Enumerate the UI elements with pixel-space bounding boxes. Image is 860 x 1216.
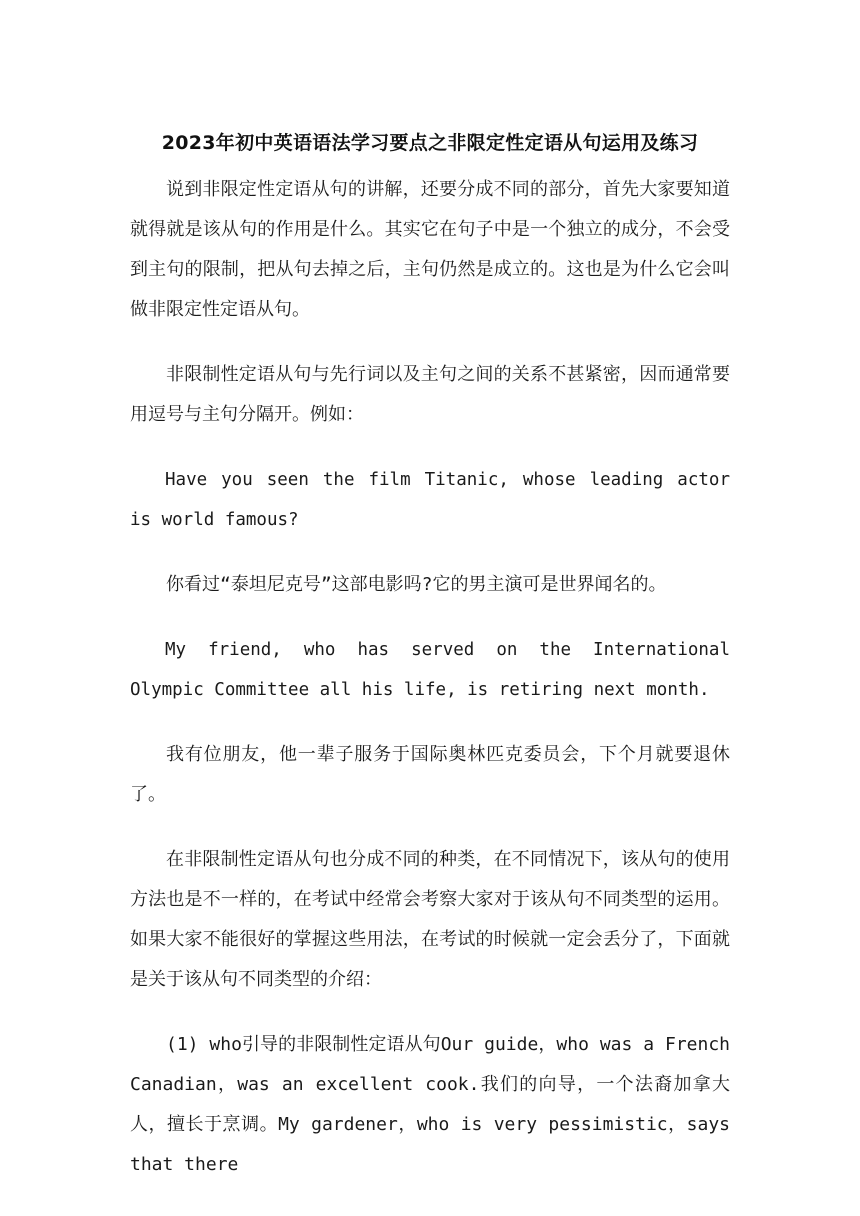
example-sentence-english: My friend, who has served on the International Olympic Committee all his life, is retiring next month. <box>130 640 730 700</box>
example-sentence-translation: 你看过“泰坦尼克号”这部电影吗?它的男主演可是世界闻名的。 <box>166 574 667 595</box>
example-sentence-translation: 我有位朋友，他一辈子服务于国际奥林匹克委员会，下个月就要退休了。 <box>130 744 730 805</box>
document-title: 2023年初中英语语法学习要点之非限定性定语从句运用及练习 <box>161 132 699 154</box>
paragraph-types-intro: 在非限制性定语从句也分成不同的种类，在不同情况下，该从句的使用方法也是不一样的，在考试中经常会考察大家对于该从句不同类型的运用。如果大家不能很好的掌握这些用法，在考试的时候就一定会丢分了，下面就是关于该从句不同类型的介绍： <box>130 849 730 990</box>
example-sentence-english: Have you seen the film Titanic, whose leading actor is world famous? <box>130 470 730 530</box>
paragraph-who-clause: (1) who引导的非限制性定语从句Our guide，who was a French Canadian，was an excellent cook.我们的向导，一个法裔加拿大人，擅长于烹调。My gardener，who is very pessimistic，says that there <box>130 1034 730 1175</box>
paragraph-intro: 说到非限定性定语从句的讲解，还要分成不同的部分，首先大家要知道就得就是该从句的作用是什么。其实它在句子中是一个独立的成分，不会受到主句的限制，把从句去掉之后，主句仍然是成立的。这也是为什么它会叫做非限定性定语从句。 <box>130 179 730 320</box>
paragraph-comma-rule: 非限制性定语从句与先行词以及主句之间的关系不甚紧密，因而通常要用逗号与主句分隔开。例如： <box>130 364 730 425</box>
document-body <box>130 170 730 1210</box>
